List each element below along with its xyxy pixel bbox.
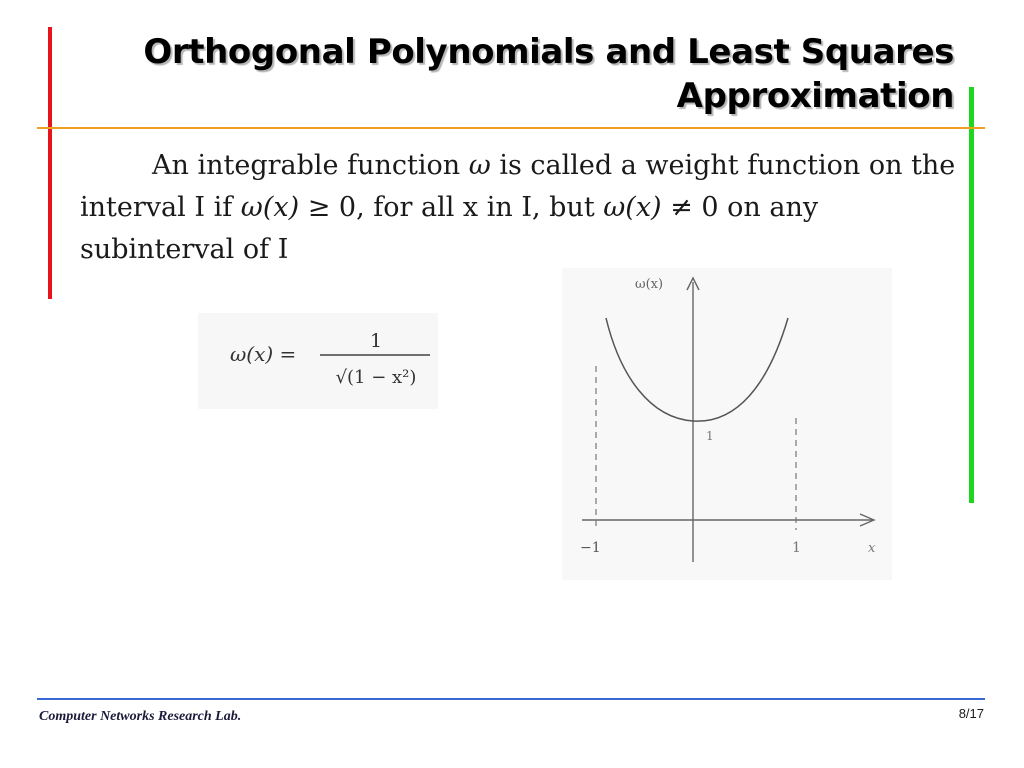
definition-text-3: ≥ 0, for all x in I, but: [299, 192, 604, 223]
definition-text-4: ≠ 0 on any subinterval of I: [80, 192, 819, 265]
weight-formula: [198, 313, 438, 409]
title-line-2: Approximation: [676, 76, 954, 116]
footer-lab-name: Computer Networks Research Lab.: [39, 709, 242, 724]
title-divider: [37, 127, 985, 129]
x-axis-label: x: [868, 541, 876, 556]
title-line-1: Orthogonal Polynomials and Least Squares: [143, 32, 954, 72]
definition-text-1: An integrable function: [152, 150, 469, 181]
y-axis-label: ω(x): [635, 277, 664, 292]
definition-text-2: is called a weight function on the interval I if: [80, 150, 956, 223]
weight-curve: [606, 318, 788, 421]
page-number: 8/17: [958, 706, 984, 721]
right-accent-bar: [969, 87, 974, 503]
min-value-label: 1: [706, 429, 714, 443]
x-tick-left: −1: [580, 540, 601, 556]
left-accent-bar: [48, 27, 52, 299]
weight-function-graph: [562, 268, 892, 580]
definition-omega: ω: [468, 150, 491, 181]
x-tick-right: 1: [792, 540, 801, 556]
footer-divider: [37, 698, 985, 700]
definition-omega-x-2: ω(x): [603, 192, 662, 223]
formula-denominator: √(1 − x²): [335, 367, 417, 388]
definition-paragraph: [80, 145, 960, 271]
formula-lhs: ω(x) =: [230, 342, 297, 366]
formula-numerator: 1: [369, 330, 383, 352]
definition-omega-x-1: ω(x): [240, 192, 300, 223]
slide-title: [54, 30, 954, 118]
